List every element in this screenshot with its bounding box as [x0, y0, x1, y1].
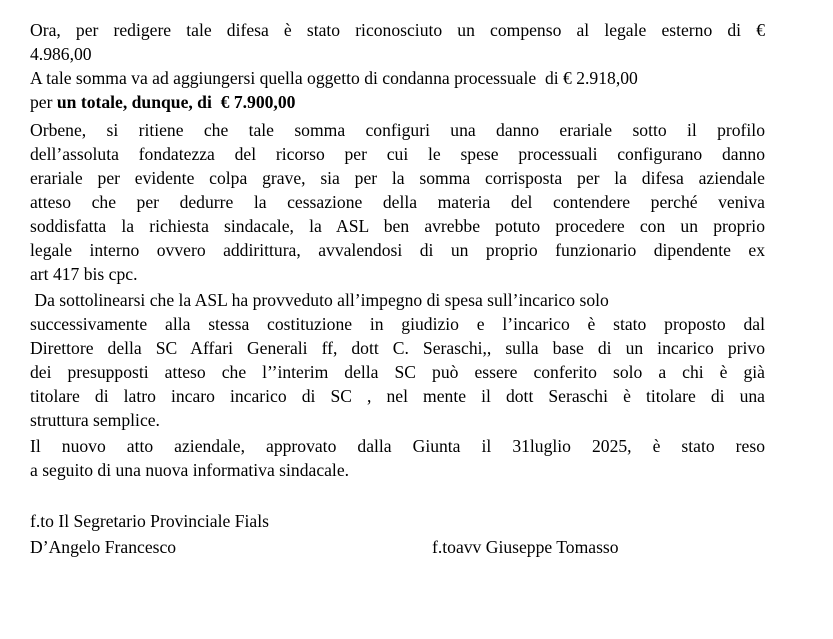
paragraph-3-line-2: dell’assoluta fondatezza del ricorso per cui le spese processuali configurano danno: [30, 144, 765, 164]
paragraph-4-line-3: Direttore della SC Affari Generali ff, dott C. Seraschi,, sulla base di un incarico privo: [30, 338, 765, 358]
paragraph-3-line-5: soddisfatta la richiesta sindacale, la ASL ben avrebbe potuto procedere con un proprio: [30, 216, 765, 236]
paragraph-5-line-1: Il nuovo atto aziendale, approvato dalla Giunta il 31luglio 2025, è stato reso: [30, 436, 765, 456]
paragraph-3-line-6: legale interno ovvero addirittura, avvalendosi di un proprio funzionario dipendente ex: [30, 240, 765, 260]
paragraph-1-line-2: 4.986,00: [30, 44, 92, 64]
signature-right: f.toavv Giuseppe Tomasso: [432, 537, 619, 557]
paragraph-2-prefix: per: [30, 92, 57, 112]
paragraph-3-line-7: art 417 bis cpc.: [30, 264, 138, 284]
paragraph-4-line-5: titolare di latro incaro incarico di SC , nel mente il dott Seraschi è titolare di una: [30, 386, 765, 406]
signature-left-name: D’Angelo Francesco: [30, 537, 177, 557]
paragraph-4-line-1: Da sottolinearsi che la ASL ha provveduto all’impegno di spesa sull’incarico solo: [30, 290, 609, 310]
paragraph-3-line-3: erariale per evidente colpa grave, sia per la somma corrisposta per la difesa aziendale: [30, 168, 765, 188]
paragraph-2-line-2: [30, 91, 295, 113]
paragraph-3-line-1: Orbene, si ritiene che tale somma configuri una danno erariale sotto il profilo: [30, 120, 765, 140]
paragraph-3-line-4: atteso che per dedurre la cessazione della materia del contendere perché veniva: [30, 192, 765, 212]
paragraph-1-line-1: Ora, per redigere tale difesa è stato riconosciuto un compenso al legale esterno di €: [30, 20, 765, 40]
signature-left-title: f.to Il Segretario Provinciale Fials: [30, 511, 269, 531]
paragraph-4-line-6: struttura semplice.: [30, 410, 160, 430]
paragraph-4-line-4: dei presupposti atteso che l’’interim della SC può essere conferito solo a chi è già: [30, 362, 765, 382]
total-amount-bold: un totale, dunque, di € 7.900,00: [56, 92, 296, 112]
paragraph-4-line-2: successivamente alla stessa costituzione in giudizio e l’incarico è stato proposto dal: [30, 314, 765, 334]
paragraph-5-line-2: a seguito di una nuova informativa sindacale.: [30, 460, 350, 480]
paragraph-2-line-1: A tale somma va ad aggiungersi quella oggetto di condanna processuale di € 2.918,00: [30, 68, 638, 88]
